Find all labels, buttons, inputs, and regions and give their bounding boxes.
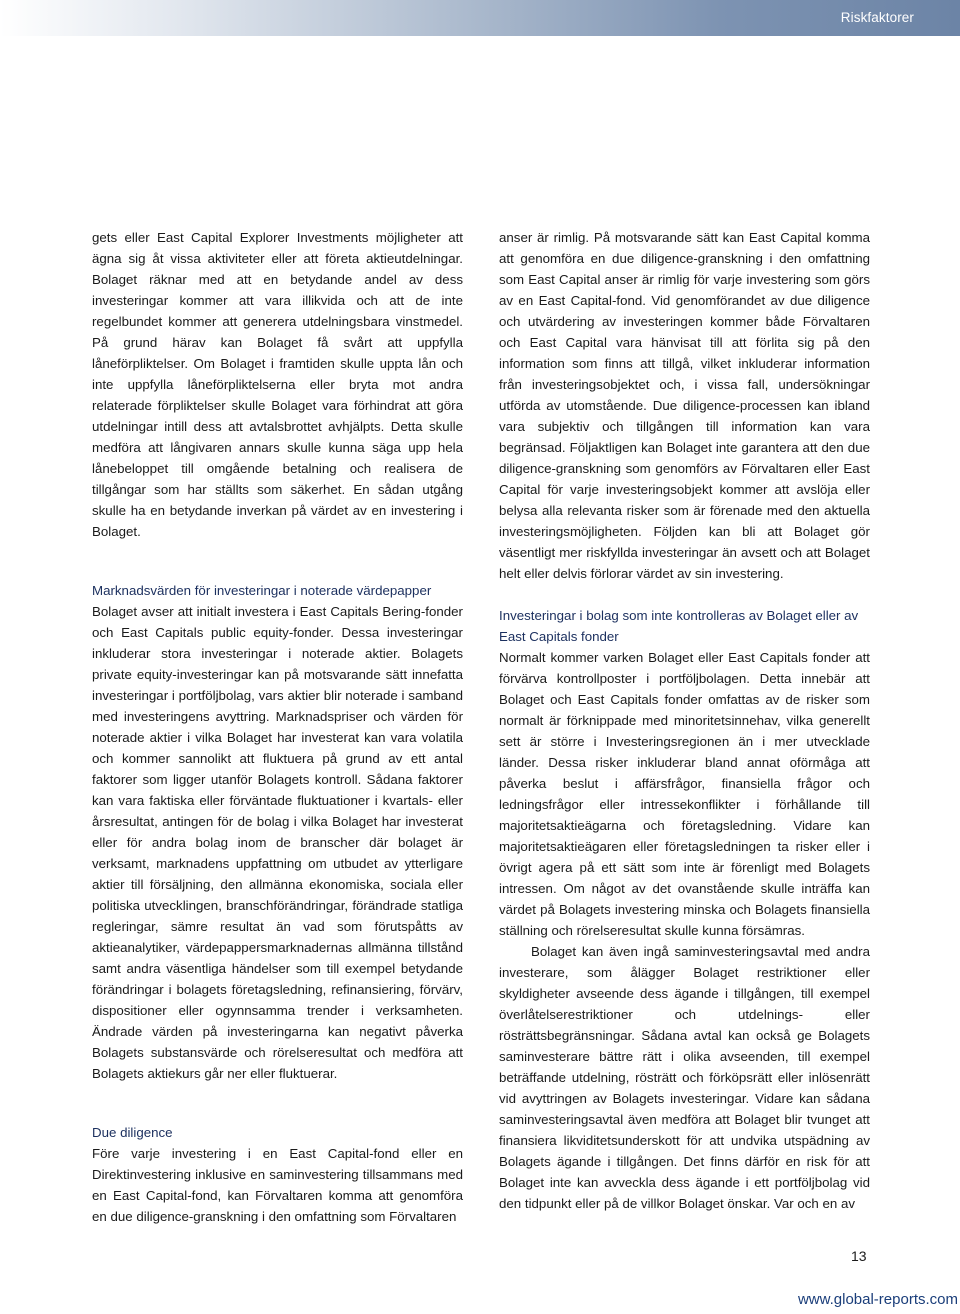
body-paragraph: Bolaget kan även ingå saminvesteringsavtal med andra investerare, som ålägger Bolaget restriktioner eller skyldigheter avseende dess ägande i tillgången, till exempel överlåtelserestriktioner och utdelnings- eller rösträttsbegränsningar. Sådana avtal kan också ge Bolagets saminvesterare bättre rätt i olika avseenden, till exempel beträffande utdelning, rösträtt och förköpsrätt eller inlösenrätt vid avyttringen av Bolagets investeringar. Vidare kan sådana saminvesteringsavtal även medföra att Bolaget blir tvunget att finansiera likviditetsunderskott för att undvika utspädning av Bolagets ägande i tillgången. Det finns därför en risk för att Bolaget inte kan avveckla dess ägande i ett portföljbolag vid den tidpunkt eller på de villkor Bolaget önskar. Var och en av (499, 944, 870, 1211)
section-heading-due-diligence: Due diligence (92, 1125, 173, 1140)
body-paragraph: Normalt kommer varken Bolaget eller East Capitals fonder att förvärva kontrollposter i portföljbolagen. Detta innebär att Bolaget och East Capitals fonder omfattas av de risker som normalt är förknippade med minoritetsinnehav, vilka generellt sett är större i Investeringsregionen än i mer utvecklade länder. Dessa risker inkluderar bland annat oförmåga att påverka beslut i affärsfrågor, finansiella frågor och ledningsfrågor eller intressekonflikter i förhållande till majoritetsaktieägarna och företagsledning. Vidare kan majoritetsaktieägaren eller företagsledningen ta risker eller i övrigt agera på ett sätt som inte är förenligt med Bolagets intressen. Om något av det ovanstående skulle inträffa kan värdet på Bolagets investering minska och Bolagets finansiella ställning och rörelseresultat skulle kunna försämras. (499, 650, 870, 938)
body-paragraph: anser är rimlig. På motsvarande sätt kan East Capital komma att genomföra en due diligence-granskning i den omfattning som East Capital anser är rimlig för varje investering som görs av en East Capital-fond. Vid genomförandet av due diligence och utvärdering av investeringen kommer både Förvaltaren och East Capital vara hänvisat till att förlita sig på den information som finns att tillgå, vilket inkluderar information från investeringsobjektet och, i vissa fall, undersökningar utförda av utomstående. Due diligence-processen kan ibland vara subjektiv och tillgången till information kan vara begränsad. Följaktligen kan Bolaget inte garantera att den due diligence-granskning som genomförs av Förvaltaren eller East Capital för varje investeringsobjekt kommer att avslöja eller belysa alla relevanta risker som är förenade med den aktuella investeringsmöjligheten. Följden kan bli att Bolaget gör väsentligt mer riskfyllda investeringar än avsett och att Bolaget helt eller delvis förlorar värdet av sin investering. (499, 230, 870, 581)
body-paragraph: Bolaget avser att initialt investera i East Capitals Bering-fonder och East Capitals public equity-fonder. Dessa investeringar inkluderar stora investeringar i noterade aktier. Bolagets private equity-investeringar kan på motsvarande sätt innefatta investeringar i portföljbolag, vars aktier blir noterade i samband med investeringens avyttring. Marknadspriser och värden för noterade aktier i vilka Bolaget har investerat kan vara volatila och kommer sannolikt att fluktuera på grund av ett antal faktorer som ligger utanför Bolagets kontroll. Sådana faktorer kan vara faktiska eller förväntade fluktuationer i kvartals- eller årsresultat, antingen för de bolag i vilka Bolaget har investerat eller för andra bolag inom de branscher där bolaget är verksamt, marknadens uppfattning om utbudet av ytterligare aktier till försäljning, den allmänna ekonomiska, sociala eller politiska utvecklingen, branschförändringar, förändrade statliga regleringar, sämre resultat än vad som förutspåtts av aktieanalytiker, värdepappersmarknadernas allmänna tillstånd samt andra väsentliga händelser som till exempel betydande förändringar i bolagets företagsledning, refinansiering, förvärv, dispositioner eller ogynnsamma trender i verksamheten. Ändrade värden på investeringarna kan negativt påverka Bolagets substansvärde och rörelseresultat och medföra att Bolagets aktiekurs går ner eller fluktuerar. (92, 604, 463, 1081)
section-heading-uncontrolled-investments: Investeringar i bolag som inte kontrolleras av Bolaget eller av East Capitals fonder (499, 608, 859, 644)
section-label: Riskfaktorer (840, 10, 914, 25)
body-paragraph: Före varje investering i en East Capital-fond eller en Direktinvestering inklusive en saminvestering tillsammans med en East Capital-fond, kan Förvaltaren komma att genomföra en due diligence-granskning i den omfattning som Förvaltaren (92, 1146, 463, 1224)
left-column (92, 227, 463, 1227)
page-number: 13 (851, 1248, 867, 1264)
right-column (499, 227, 870, 1214)
watermark-link[interactable]: www.global-reports.com (797, 1291, 958, 1308)
header-band (0, 0, 960, 36)
body-paragraph: gets eller East Capital Explorer Investments möjligheter att ägna sig åt vissa aktiviteter eller att företa aktieutdelningar. Bolaget räknar med att en betydande andel av dess investeringar kommer att vara illikvida och att de inte regelbundet kommer att generera utdelningsbara vinstmedel. På grund härav kan Bolaget få svårt att uppfylla låneförpliktelser. Om Bolaget i framtiden skulle uppta lån och inte uppfylla låneförpliktelserna eller bryta mot andra relaterade förpliktelser skulle Bolaget vara förhindrat att göra utdelningar intill dess att avtalsbrottet avhjälpts. Detta skulle medföra att långivaren annars skulle kunna säga upp hela lånebeloppet till omgående betalning och realisera de tillgångar som har ställts som säkerhet. En sådan utgång skulle ha en betydande inverkan på värdet av en investering i Bolaget. (92, 230, 463, 539)
section-heading-market-values: Marknadsvärden för investeringar i noterade värdepapper (92, 583, 432, 598)
